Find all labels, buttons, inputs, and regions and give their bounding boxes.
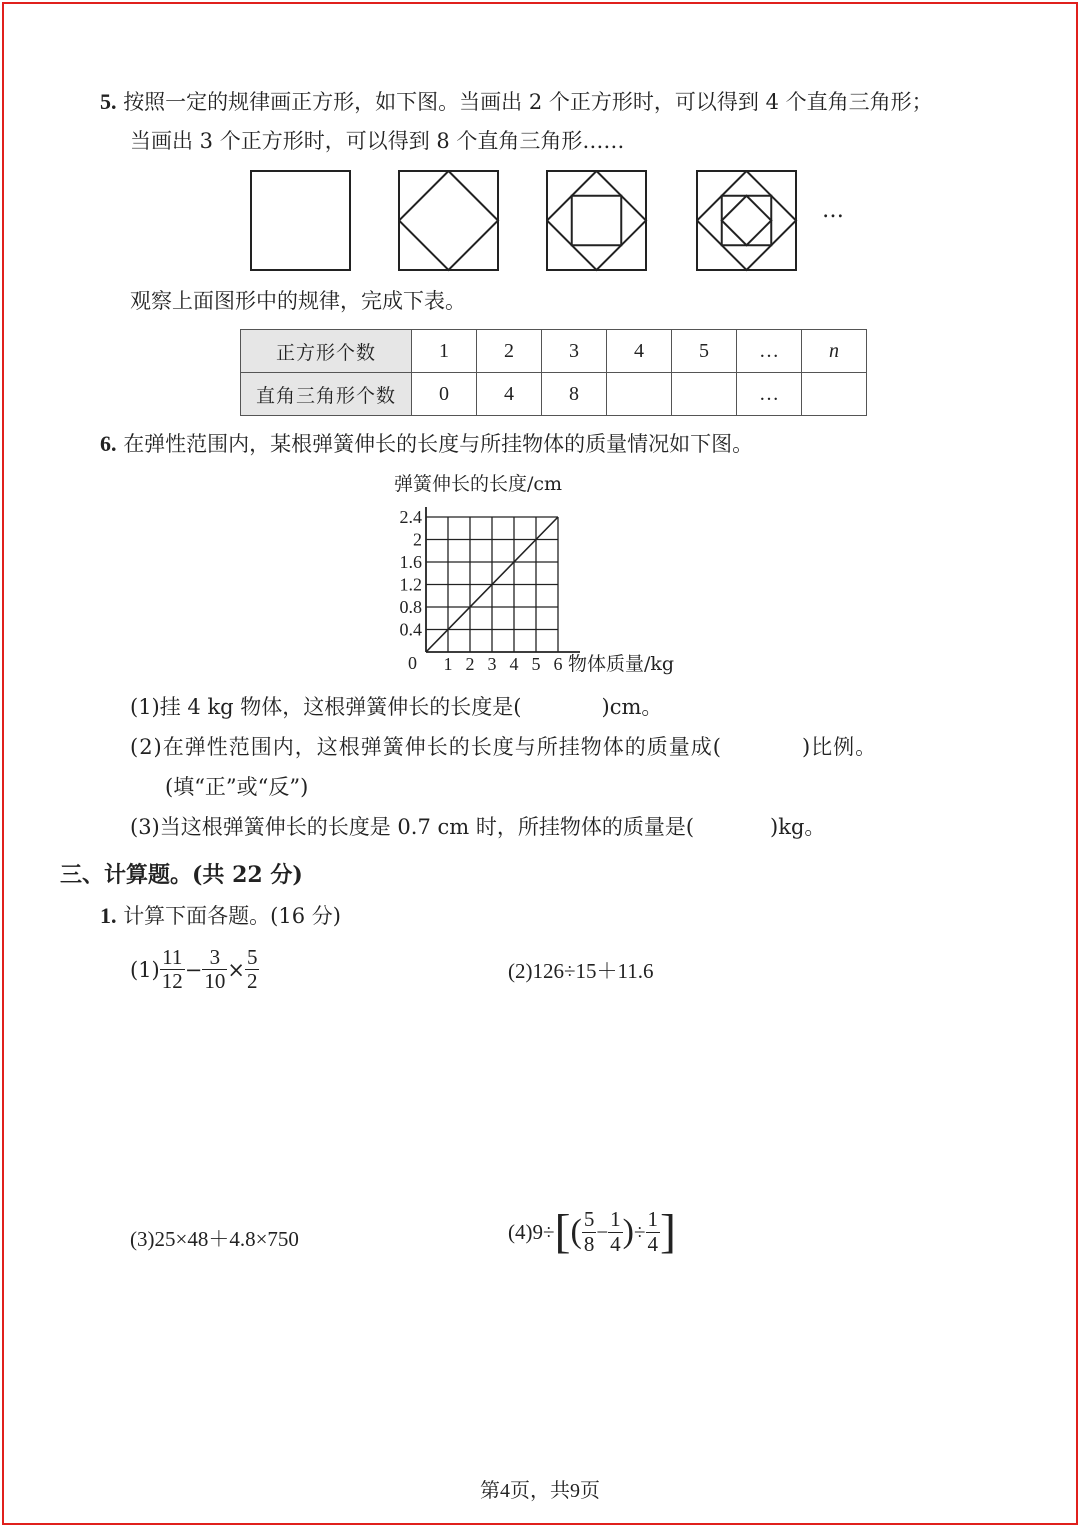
- q6-number: 6.: [100, 431, 117, 456]
- chart-ticks: [400, 507, 563, 674]
- q5-instruction: 观察上面图形中的规律，完成下表。: [130, 289, 466, 313]
- problem-4: [508, 1205, 677, 1258]
- figure-ellipsis: …: [822, 198, 844, 223]
- problem-1-label: (1): [130, 957, 160, 982]
- q6-sub2-note: (填“正”或“反”): [165, 775, 309, 799]
- table-row-triangles: [241, 373, 867, 416]
- q5-text-1: 按照一定的规律画正方形，如下图。当画出 2 个正方形时，可以得到 4 个直角三角形；: [123, 90, 933, 114]
- x-tick-label: 4: [509, 654, 519, 674]
- table-cell: 5: [672, 330, 737, 373]
- q6-sub1: [130, 694, 662, 721]
- s3-q1-number: 1.: [100, 903, 117, 928]
- figure-2-squares: [398, 170, 500, 272]
- s3-q1-text: 计算下面各题。(16 分): [123, 904, 341, 928]
- problem-3: (3)25×48＋4.8×750: [130, 1227, 299, 1251]
- y-tick-label: 0.8: [399, 597, 422, 617]
- q5-line2: 当画出 3 个正方形时，可以得到 8 个直角三角形……: [130, 129, 625, 153]
- q6-text: 在弹性范围内，某根弹簧伸长的长度与所挂物体的质量情况如下图。: [123, 432, 754, 456]
- minus-sign: −: [596, 1219, 609, 1244]
- q6-sub3: [130, 814, 825, 841]
- q6-sub1-text: (1)挂 4 kg 物体，这根弹簧伸长的长度是(: [130, 695, 522, 719]
- chart-x-label: 物体质量/kg: [568, 653, 675, 675]
- divide-sign: ÷: [634, 1219, 646, 1244]
- table-header-triangles: 直角三角形个数: [241, 373, 412, 416]
- answer-cell-5[interactable]: [672, 373, 737, 416]
- square-triangle-table: [240, 329, 867, 416]
- chart-y-label: 弹簧伸长的长度/cm: [394, 473, 563, 495]
- q6-sub3-text: (3)当这根弹簧伸长的长度是 0.7 cm 时，所挂物体的质量是(: [130, 815, 695, 839]
- q5-number: 5.: [100, 89, 117, 114]
- right-paren: ): [622, 1213, 634, 1250]
- x-tick-label: 6: [553, 654, 563, 674]
- fraction: $\frac{5}{8}$: [583, 1207, 595, 1256]
- x-tick-label: 5: [531, 654, 541, 674]
- table-cell: 3: [542, 330, 607, 373]
- y-tick-label: 1.6: [399, 552, 422, 572]
- x-tick-label: 1: [443, 654, 453, 674]
- fraction: $\frac{11}{12}$: [161, 945, 183, 994]
- table-row-squares: [241, 330, 867, 373]
- minus-sign: −: [184, 957, 203, 982]
- q5-line1: [100, 88, 933, 117]
- table-cell: …: [737, 373, 802, 416]
- x-tick-label: 2: [465, 654, 475, 674]
- table-cell: 4: [477, 373, 542, 416]
- q6-sub2: [130, 734, 877, 761]
- page-footer: 第4页，共9页: [480, 1480, 600, 1502]
- figure-4-squares: [696, 170, 798, 272]
- table-cell: 4: [607, 330, 672, 373]
- right-bracket: ]: [660, 1205, 677, 1258]
- chart-axes: [426, 507, 580, 652]
- fraction: $\frac{1}{4}$: [610, 1207, 621, 1256]
- section-3-title: 三、计算题。(共 22 分): [60, 862, 303, 888]
- table-header-squares: 正方形个数: [241, 330, 412, 373]
- page-border: [2, 2, 1078, 1525]
- q6-sub3-unit: )kg。: [770, 815, 826, 839]
- q6-sub1-unit: )cm。: [601, 695, 663, 719]
- table-cell: 2: [477, 330, 542, 373]
- left-paren: (: [570, 1213, 582, 1250]
- table-cell: 1: [412, 330, 477, 373]
- problem-4-label: (4)9÷: [508, 1219, 555, 1244]
- spring-chart: [380, 465, 710, 680]
- problem-2: (2)126÷15＋11.6: [508, 959, 654, 983]
- fraction: $\frac{3}{10}$: [204, 945, 226, 994]
- q6-sub2-tail: )比例。: [801, 735, 878, 759]
- fraction: $\frac{5}{2}$: [246, 945, 258, 994]
- y-tick-label: 0.4: [399, 619, 422, 640]
- figure-3-squares: [546, 170, 648, 272]
- problem-1: [130, 946, 259, 993]
- answer-cell-4[interactable]: [607, 373, 672, 416]
- y-tick-label: 2.4: [399, 507, 422, 527]
- q6-line: [100, 430, 753, 459]
- fraction: $\frac{1}{4}$: [647, 1207, 659, 1256]
- x-tick-label: 3: [487, 654, 497, 674]
- times-sign: ×: [227, 957, 245, 982]
- s3-q1-line: [100, 902, 341, 931]
- q6-sub2-text: (2)在弹性范围内，这根弹簧伸长的长度与所挂物体的质量成(: [130, 735, 722, 759]
- left-bracket: [: [554, 1205, 571, 1258]
- table-cell: 0: [412, 373, 477, 416]
- table-cell: …: [737, 330, 802, 373]
- figure-1-square: [250, 170, 352, 272]
- y-tick-label: 1.2: [399, 574, 422, 595]
- answer-cell-n[interactable]: [802, 373, 867, 416]
- table-cell: n: [802, 330, 867, 373]
- y-tick-label: 2: [413, 529, 422, 550]
- table-cell: 8: [542, 373, 607, 416]
- chart-origin-label: 0: [408, 653, 417, 673]
